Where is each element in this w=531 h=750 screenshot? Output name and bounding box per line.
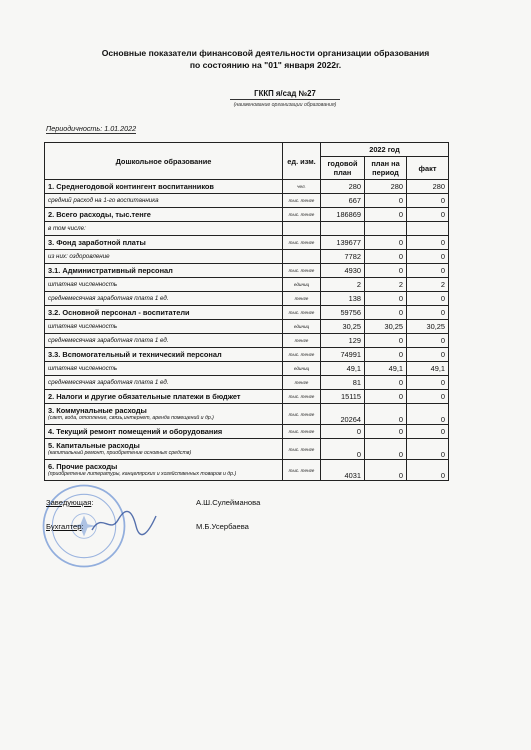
row-plan-value: 81	[321, 376, 365, 390]
row-unit	[283, 222, 321, 236]
row-period-value: 2	[365, 278, 407, 292]
row-plan-value: 0	[321, 425, 365, 439]
row-fact-value: 49,1	[407, 362, 449, 376]
row-label: 6. Прочие расходы (приобретение литературы, канцелярских и хозяйственных товаров и др.)	[45, 460, 283, 481]
header-unit: ед. изм.	[283, 143, 321, 180]
table-row	[45, 348, 449, 362]
row-label: 1. Среднегодовой контингент воспитанников	[45, 180, 283, 194]
row-label: среднемесячная заработная плата 1 ед.	[45, 334, 283, 348]
row-fact-value: 280	[407, 180, 449, 194]
row-unit: единиц	[283, 362, 321, 376]
row-unit: тенге	[283, 376, 321, 390]
row-plan-value: 30,25	[321, 320, 365, 334]
row-unit: тыс. тенге	[283, 460, 321, 481]
row-period-value	[365, 222, 407, 236]
row-unit: тыс. тенге	[283, 306, 321, 320]
row-label: штатная численность	[45, 278, 283, 292]
row-fact-value: 0	[407, 250, 449, 264]
row-plan-value: 7782	[321, 250, 365, 264]
row-unit: тыс. тенге	[283, 439, 321, 460]
row-unit: тенге	[283, 334, 321, 348]
row-period-value: 0	[365, 236, 407, 250]
table-row	[45, 439, 449, 460]
organization-name: ГККП я/сад №27	[230, 89, 340, 100]
row-fact-value: 30,25	[407, 320, 449, 334]
title-line-2: по состоянию на "01" января 2022г.	[189, 60, 342, 70]
row-fact-value: 0	[407, 348, 449, 362]
row-unit: тыс. тенге	[283, 390, 321, 404]
row-period-value: 0	[365, 194, 407, 208]
row-period-value: 0	[365, 404, 407, 425]
row-label: среднемесячная заработная плата 1 ед.	[45, 292, 283, 306]
row-label: среднемесячная заработная плата 1 ед.	[45, 376, 283, 390]
row-plan-value: 49,1	[321, 362, 365, 376]
organization-note: (наименование организации образования)	[233, 102, 337, 108]
table-row	[45, 208, 449, 222]
row-unit: тыс. тенге	[283, 425, 321, 439]
row-period-value: 0	[365, 425, 407, 439]
table-row	[45, 320, 449, 334]
row-unit: чел.	[283, 180, 321, 194]
header-plan-period: план на период	[365, 157, 407, 180]
table-row	[45, 194, 449, 208]
row-label: в том числе:	[45, 222, 283, 236]
row-plan-value	[321, 222, 365, 236]
row-label: 4. Текущий ремонт помещений и оборудования	[45, 425, 283, 439]
row-period-value: 0	[365, 376, 407, 390]
row-period-value: 0	[365, 306, 407, 320]
accountant-label: Бухгалтер:	[46, 522, 84, 531]
header-year: 2022 год	[321, 143, 449, 157]
table-row	[45, 180, 449, 194]
row-label: 3.3. Вспомогательный и технический персонал	[45, 348, 283, 362]
row-fact-value: 0	[407, 439, 449, 460]
table-row	[45, 376, 449, 390]
row-unit: единиц	[283, 278, 321, 292]
row-plan-value: 138	[321, 292, 365, 306]
row-fact-value: 0	[407, 236, 449, 250]
row-period-value: 49,1	[365, 362, 407, 376]
row-period-value: 0	[365, 460, 407, 481]
row-period-value: 0	[365, 390, 407, 404]
table-row	[45, 250, 449, 264]
row-fact-value: 0	[407, 425, 449, 439]
row-label: штатная численность	[45, 320, 283, 334]
row-label: штатная численность	[45, 362, 283, 376]
table-row	[45, 222, 449, 236]
row-plan-value: 4031	[321, 460, 365, 481]
row-period-value: 0	[365, 208, 407, 222]
row-fact-value: 0	[407, 208, 449, 222]
row-plan-value: 74991	[321, 348, 365, 362]
row-label: 3.1. Административный персонал	[45, 264, 283, 278]
row-unit: тыс. тенге	[283, 194, 321, 208]
row-plan-value: 280	[321, 180, 365, 194]
head-name: А.Ш.Сулейманова	[196, 498, 261, 507]
row-period-value: 0	[365, 439, 407, 460]
row-period-value: 0	[365, 250, 407, 264]
row-period-value: 0	[365, 334, 407, 348]
table-row	[45, 264, 449, 278]
row-plan-value: 186869	[321, 208, 365, 222]
row-fact-value: 0	[407, 376, 449, 390]
row-fact-value: 0	[407, 306, 449, 320]
row-fact-value: 0	[407, 390, 449, 404]
table-row	[45, 425, 449, 439]
row-period-value: 30,25	[365, 320, 407, 334]
document-title	[0, 47, 531, 71]
row-unit: тыс. тенге	[283, 236, 321, 250]
row-plan-value: 0	[321, 439, 365, 460]
row-sublabel: (приобретение литературы, канцелярских и хозяйственных товаров и др.)	[48, 470, 237, 477]
row-sublabel: (свет, вода, отопление, связь,интернет, аренда помещений и др.)	[48, 414, 214, 421]
periodicity: Периодичность: 1.01.2022	[46, 124, 137, 133]
table-row	[45, 306, 449, 320]
signature-icon	[88, 508, 160, 538]
table-row	[45, 292, 449, 306]
header-fact: факт	[407, 157, 449, 180]
table-row	[45, 278, 449, 292]
row-fact-value: 0	[407, 460, 449, 481]
row-plan-value: 15115	[321, 390, 365, 404]
row-unit: тыс. тенге	[283, 404, 321, 425]
table-body	[45, 180, 449, 481]
row-label: 3. Коммунальные расходы (свет, вода, отопление, связь,интернет, аренда помещений и др.)	[45, 404, 283, 425]
row-period-value: 0	[365, 264, 407, 278]
row-unit: единиц	[283, 320, 321, 334]
row-unit	[283, 250, 321, 264]
row-plan-value: 20264	[321, 404, 365, 425]
accountant-name: М.Б.Усербаева	[196, 522, 249, 531]
row-fact-value: 0	[407, 194, 449, 208]
table-row	[45, 236, 449, 250]
row-label: 2. Налоги и другие обязательные платежи в бюджет	[45, 390, 283, 404]
head-label: Заведующая:	[46, 498, 94, 507]
row-plan-value: 59756	[321, 306, 365, 320]
table-row	[45, 390, 449, 404]
row-fact-value: 2	[407, 278, 449, 292]
row-period-value: 0	[365, 348, 407, 362]
row-plan-value: 2	[321, 278, 365, 292]
row-label: 2. Всего расходы, тыс.тенге	[45, 208, 283, 222]
row-label: 3. Фонд заработной платы	[45, 236, 283, 250]
row-label: средний расход на 1-го воспитанника	[45, 194, 283, 208]
row-plan-value: 4930	[321, 264, 365, 278]
row-fact-value: 0	[407, 334, 449, 348]
row-unit: тенге	[283, 292, 321, 306]
table-row	[45, 460, 449, 481]
row-fact-value: 0	[407, 292, 449, 306]
header-plan-year: годовой план	[321, 157, 365, 180]
header-section: Дошкольное образование	[45, 143, 283, 180]
row-period-value: 280	[365, 180, 407, 194]
table-row	[45, 362, 449, 376]
title-line-1: Основные показатели финансовой деятельности организации образования	[101, 48, 430, 58]
table-row	[45, 334, 449, 348]
row-plan-value: 129	[321, 334, 365, 348]
row-plan-value: 139677	[321, 236, 365, 250]
row-sublabel: (капитальный ремонт, приобретение основных средств)	[48, 449, 192, 456]
row-fact-value: 0	[407, 264, 449, 278]
row-unit: тыс. тенге	[283, 348, 321, 362]
row-label: 3.2. Основной персонал - воспитатели	[45, 306, 283, 320]
financial-table	[44, 142, 449, 481]
row-unit: тыс. тенге	[283, 208, 321, 222]
row-label: 5. Капитальные расходы (капитальный ремонт, приобретение основных средств)	[45, 439, 283, 460]
row-period-value: 0	[365, 292, 407, 306]
table-row	[45, 404, 449, 425]
row-fact-value	[407, 222, 449, 236]
row-fact-value: 0	[407, 404, 449, 425]
row-unit: тыс. тенге	[283, 264, 321, 278]
row-plan-value: 667	[321, 194, 365, 208]
row-label: из них: оздоровление	[45, 250, 283, 264]
